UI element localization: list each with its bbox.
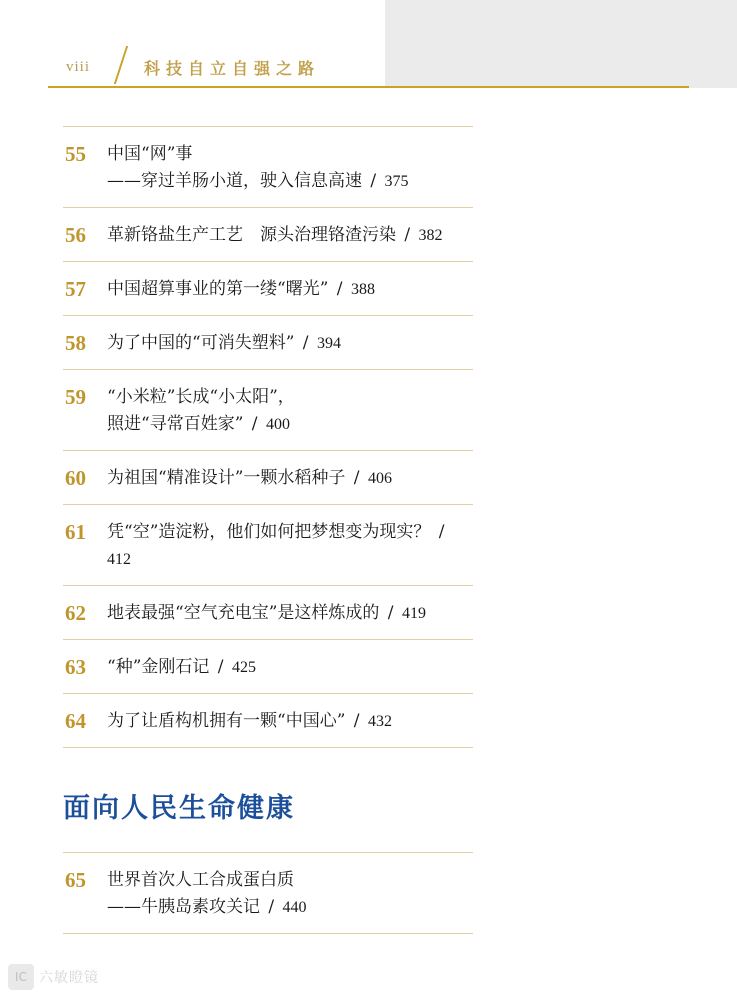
toc-entry-number: 55 — [65, 142, 86, 166]
toc-entry-number: 58 — [65, 331, 86, 355]
toc-entry-subtitle: ——穿过羊肠小道，驶入信息高速 / 375 — [107, 171, 409, 191]
header-rule — [48, 86, 689, 88]
toc-entry-page: 406 — [367, 470, 392, 487]
toc-entry-page: 400 — [265, 416, 290, 433]
toc-entry[interactable] — [63, 262, 473, 316]
toc-entry[interactable] — [63, 640, 473, 694]
toc-list-section — [63, 852, 473, 934]
toc-entry-number: 61 — [65, 520, 86, 544]
toc-list — [63, 126, 473, 748]
toc-entry-number: 60 — [65, 466, 86, 490]
toc-entry-separator: / — [212, 657, 229, 677]
toc-entry[interactable] — [63, 852, 473, 934]
toc-entry-text — [107, 141, 473, 195]
folio-number: viii — [66, 59, 91, 75]
toc-entry-page: 394 — [316, 335, 341, 352]
toc-entry-page: 382 — [418, 227, 443, 244]
toc-entry-text — [107, 384, 473, 438]
running-title: 科技自立自强之路 — [144, 59, 321, 78]
toc-entry-separator: / — [348, 468, 365, 488]
toc-entry-number: 64 — [65, 709, 86, 733]
toc-entry-text — [107, 465, 473, 492]
toc-entry-separator: / — [348, 711, 365, 731]
section-heading: 面向人民生命健康 — [63, 793, 295, 824]
toc-entry-text — [107, 222, 473, 249]
toc-entry-page: 432 — [367, 713, 392, 730]
toc-entry[interactable] — [63, 370, 473, 451]
toc-entry-subtitle: ——牛胰岛素攻关记 / 440 — [107, 897, 307, 917]
toc-entry-title: “小米粒”长成“小太阳”， — [107, 387, 295, 407]
toc-entry-separator: / — [399, 225, 416, 245]
toc-entry-title: 世界首次人工合成蛋白质 — [107, 870, 294, 890]
toc-entry-page: 388 — [350, 281, 375, 298]
toc-entry-title: 中国“网”事 — [107, 144, 193, 164]
toc-entry-separator: / — [365, 171, 382, 191]
toc-entry-title: 为祖国“精准设计”一颗水稻种子 — [107, 468, 346, 488]
toc-entry[interactable] — [63, 126, 473, 208]
toc-entry-title: 为了中国的“可消失塑料” — [107, 333, 295, 353]
toc-entry-text — [107, 330, 473, 357]
toc-entry-page: 419 — [401, 605, 426, 622]
toc-entry-separator: / — [263, 897, 280, 917]
toc-entry-page: 412 — [107, 551, 131, 568]
toc-entry-number: 65 — [65, 868, 86, 892]
toc-entry-title: “种”金刚石记 — [107, 657, 210, 677]
toc-entry-text — [107, 276, 473, 303]
toc-entry-separator: / — [246, 414, 263, 434]
toc-entry-title: 革新铬盐生产工艺 源头治理铬渣污染 — [107, 225, 396, 245]
toc-entry-subtitle: 照进“寻常百姓家” / 400 — [107, 414, 290, 434]
toc-entry-title: 为了让盾构机拥有一颗“中国心” — [107, 711, 346, 731]
toc-entry-separator: / — [331, 279, 348, 299]
toc-entry[interactable] — [63, 586, 473, 640]
toc-entry-title: 凭“空”造淀粉，他们如何把梦想变为现实？ — [107, 522, 431, 542]
toc-entry-text — [107, 654, 473, 681]
page-header — [48, 46, 689, 90]
watermark — [8, 964, 99, 990]
toc-entry-title: 地表最强“空气充电宝”是这样炼成的 — [107, 603, 380, 623]
toc-entry-page: 425 — [231, 659, 256, 676]
toc-entry-number: 62 — [65, 601, 86, 625]
toc-entry[interactable] — [63, 694, 473, 748]
watermark-badge-icon: IC — [8, 964, 34, 990]
toc-entry-separator: / — [433, 522, 445, 542]
toc-entry-text — [107, 867, 473, 921]
watermark-text: 六敏瞪镜 — [39, 970, 99, 986]
toc-entry-number: 56 — [65, 223, 86, 247]
toc-entry-number: 57 — [65, 277, 86, 301]
toc-entry-number: 63 — [65, 655, 86, 679]
toc-entry-title: 中国超算事业的第一缕“曙光” — [107, 279, 329, 299]
toc-entry-separator: / — [382, 603, 399, 623]
toc-entry-separator: / — [297, 333, 314, 353]
toc-entry[interactable] — [63, 316, 473, 370]
toc-entry[interactable] — [63, 451, 473, 505]
header-slash-rule — [114, 46, 128, 84]
toc-entry[interactable] — [63, 505, 473, 586]
toc-entry-page: 440 — [282, 899, 307, 916]
toc-entry[interactable] — [63, 208, 473, 262]
toc-entry-text — [107, 519, 473, 573]
toc-entry-number: 59 — [65, 385, 86, 409]
toc-entry-text — [107, 600, 473, 627]
toc-entry-text — [107, 708, 473, 735]
toc-entry-page: 375 — [384, 173, 409, 190]
